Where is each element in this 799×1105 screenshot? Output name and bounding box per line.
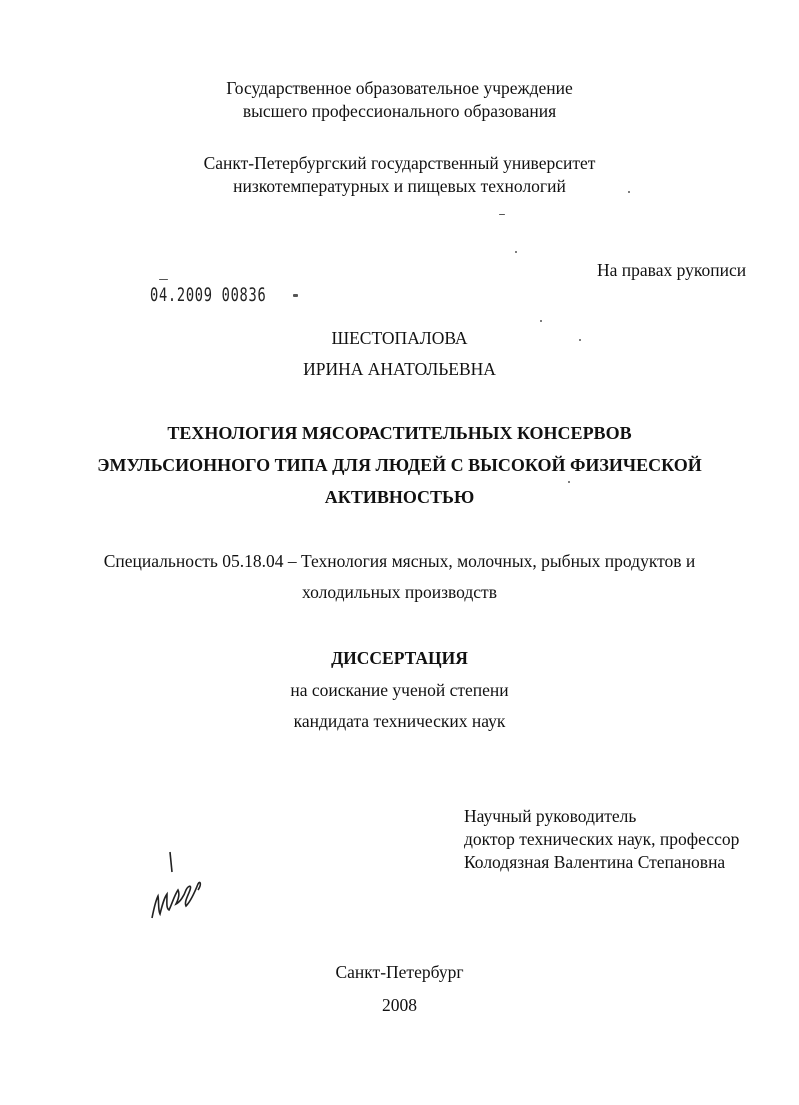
author-given-names: ИРИНА АНАТОЛЬЕВНА [303,359,496,379]
institution-line-4: низкотемпературных и пищевых технологий [233,176,566,196]
supervisor-name: Колодязная Валентина Степановна [464,852,726,872]
rights-note: На правах рукописи [597,260,747,280]
scan-speck [579,339,581,341]
author-surname: ШЕСТОПАЛОВА [331,328,468,348]
scan-speck [540,320,542,322]
footer-city: Санкт-Петербург [335,962,464,982]
scan-speck [499,214,505,215]
document-type-line-1: на соискание ученой степени [290,680,509,700]
specialty-line-2: холодильных производств [302,582,497,602]
institution-line-3: Санкт-Петербургский государственный университет [203,153,596,173]
registration-stamp: 04.2009 00836 [150,284,267,306]
supervisor-label: Научный руководитель [464,806,637,826]
specialty-line-1: Специальность 05.18.04 – Технология мясных, молочных, рыбных продуктов и [103,551,696,571]
title-line-3: АКТИВНОСТЬЮ [324,487,475,507]
supervisor-degree: доктор технических наук, профессор [464,829,740,849]
document-type-line-2: кандидата технических наук [293,711,506,731]
footer-year: 2008 [382,995,417,1015]
scan-speck [568,481,570,483]
institution-line-2: высшего профессионального образования [242,101,557,121]
scan-speck [628,191,630,193]
institution-line-1: Государственное образовательное учреждение [226,78,573,98]
title-line-2: ЭМУЛЬСИОННОГО ТИПА ДЛЯ ЛЮДЕЙ С ВЫСОКОЙ ФИЗИЧЕСКОЙ [97,455,702,475]
handwritten-signature-icon [140,850,210,930]
title-line-1: ТЕХНОЛОГИЯ МЯСОРАСТИТЕЛЬНЫХ КОНСЕРВОВ [167,423,632,443]
document-type-heading: ДИССЕРТАЦИЯ [331,648,468,668]
stamp-mark [293,294,298,297]
scan-speck [515,251,517,253]
stamp-mark [159,279,168,280]
